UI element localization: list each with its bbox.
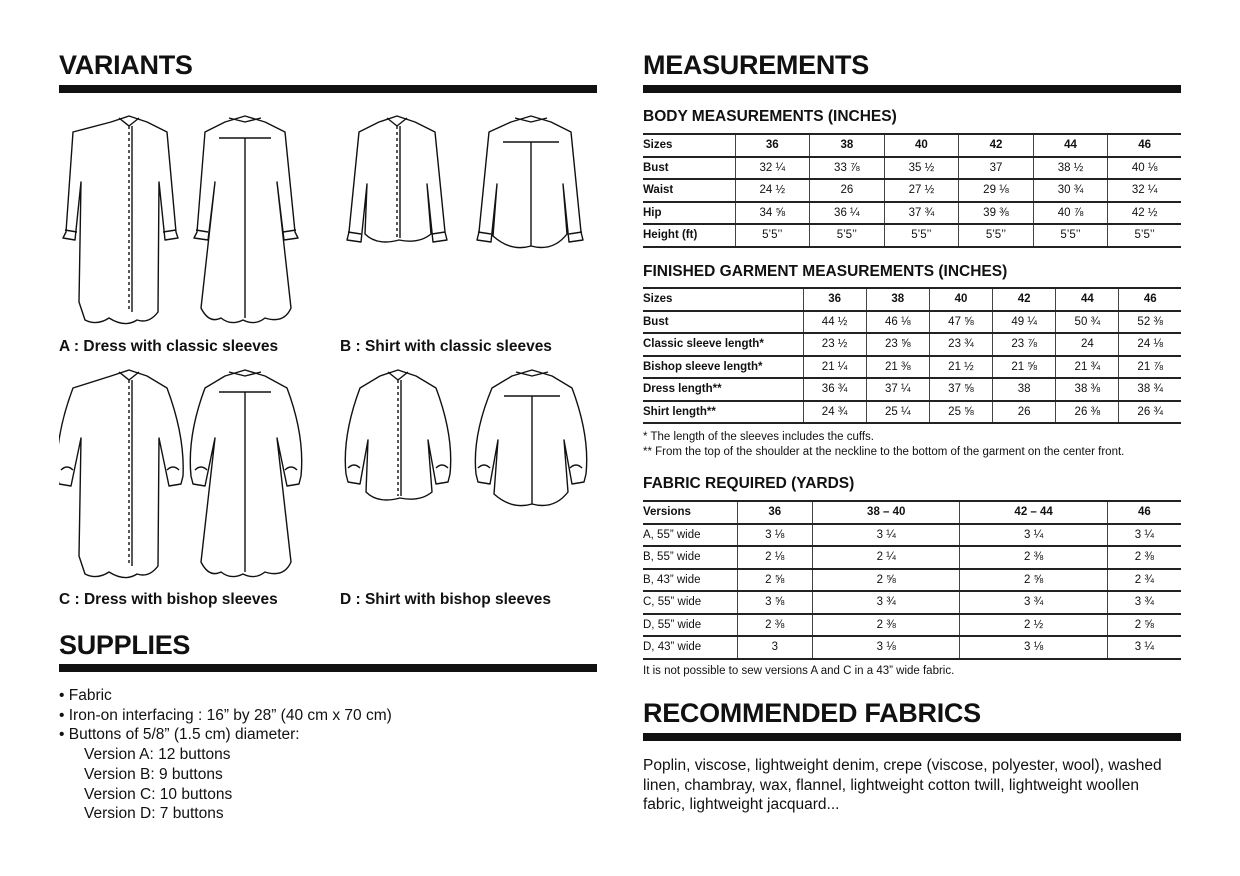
table-cell: 34 ⅝ xyxy=(735,202,810,225)
list-item: Version D: 7 buttons xyxy=(84,805,224,823)
table-cell: 3 ¼ xyxy=(960,524,1107,547)
list-item: Version B: 9 buttons xyxy=(84,765,223,783)
table-cell: 3 ⅛ xyxy=(813,636,960,659)
table-cell: 38 ⅜ xyxy=(1056,378,1119,401)
supplies-heading: SUPPLIES xyxy=(59,630,191,660)
table-cell: 37 xyxy=(959,157,1034,180)
table-header-cell: 42 – 44 xyxy=(960,501,1107,524)
table-header-cell: 40 xyxy=(929,288,992,311)
row-label: D, 43” wide xyxy=(643,636,737,659)
table-row xyxy=(643,224,1181,247)
table-cell: 2 ¼ xyxy=(813,546,960,569)
table-cell: 25 ⅝ xyxy=(929,401,992,424)
table-cell: 2 ⅝ xyxy=(813,569,960,592)
table-cell: 5’5’’ xyxy=(884,224,959,247)
shirt-bishop-sleeves-illustration xyxy=(334,366,596,512)
row-label: C, 55” wide xyxy=(643,591,737,614)
row-label: D, 55” wide xyxy=(643,614,737,637)
table-row xyxy=(643,356,1181,379)
table-cell: 50 ¾ xyxy=(1056,311,1119,334)
table-row xyxy=(643,157,1181,180)
table-cell: 3 ⅛ xyxy=(960,636,1107,659)
table-header-cell: 42 xyxy=(959,134,1034,157)
table-cell: 26 ¾ xyxy=(1119,401,1181,424)
table-header-row xyxy=(643,288,1181,311)
table-cell: 5’5’’ xyxy=(1033,224,1108,247)
variant-c-caption: C : Dress with bishop sleeves xyxy=(59,591,278,608)
table-cell: 29 ⅛ xyxy=(959,179,1034,202)
table-cell: 24 xyxy=(1056,333,1119,356)
dress-bishop-sleeves-illustration xyxy=(59,366,321,584)
body-measurements-table xyxy=(643,133,1181,248)
table-cell: 2 ⅝ xyxy=(960,569,1107,592)
table-header-cell: 44 xyxy=(1056,288,1119,311)
row-label: Height (ft) xyxy=(643,224,735,247)
table-cell: 26 xyxy=(993,401,1056,424)
variant-a-caption: A : Dress with classic sleeves xyxy=(59,338,279,355)
table-header-cell: 36 xyxy=(737,501,813,524)
row-label: Bust xyxy=(643,157,735,180)
table-cell: 46 ⅛ xyxy=(866,311,929,334)
table-cell: 24 ⅛ xyxy=(1119,333,1181,356)
table-cell: 3 ¾ xyxy=(960,591,1107,614)
table-cell: 37 ⅝ xyxy=(929,378,992,401)
row-label: Bust xyxy=(643,311,803,334)
table-cell: 23 ⅝ xyxy=(866,333,929,356)
table-cell: 3 xyxy=(737,636,813,659)
fabric-width-note: It is not possible to sew versions A and C in a 43” wide fabric. xyxy=(643,665,955,677)
table-row xyxy=(643,179,1181,202)
table-cell: 38 xyxy=(993,378,1056,401)
table-cell: 35 ½ xyxy=(884,157,959,180)
table-cell: 26 xyxy=(810,179,885,202)
table-cell: 3 ¼ xyxy=(813,524,960,547)
table-row xyxy=(643,614,1181,637)
row-label: B, 55” wide xyxy=(643,546,737,569)
table-cell: 5’5’’ xyxy=(959,224,1034,247)
table-cell: 44 ½ xyxy=(803,311,866,334)
recommended-fabrics-heading: RECOMMENDED FABRICS xyxy=(643,698,981,728)
table-cell: 36 ¼ xyxy=(810,202,885,225)
shirt-classic-sleeves-illustration xyxy=(339,112,597,252)
table-cell: 33 ⅞ xyxy=(810,157,885,180)
garment-length-note: ** From the top of the shoulder at the neckline to the bottom of the garment on the center front. xyxy=(643,446,1125,458)
table-cell: 37 ¾ xyxy=(884,202,959,225)
table-cell: 3 ⅝ xyxy=(737,591,813,614)
table-cell: 26 ⅜ xyxy=(1056,401,1119,424)
row-label: A, 55” wide xyxy=(643,524,737,547)
finished-measurements-table xyxy=(643,287,1181,424)
table-cell: 39 ⅜ xyxy=(959,202,1034,225)
table-header-cell: 36 xyxy=(803,288,866,311)
row-label: Bishop sleeve length* xyxy=(643,356,803,379)
variant-b-caption: B : Shirt with classic sleeves xyxy=(340,338,552,355)
table-row xyxy=(643,591,1181,614)
table-cell: 3 ¾ xyxy=(813,591,960,614)
row-label: B, 43” wide xyxy=(643,569,737,592)
table-cell: 2 ⅜ xyxy=(960,546,1107,569)
variants-rule xyxy=(59,85,597,93)
table-row xyxy=(643,401,1181,424)
finished-measurements-title: FINISHED GARMENT MEASUREMENTS (INCHES) xyxy=(643,263,1008,280)
table-header-cell: Sizes xyxy=(643,134,735,157)
table-row xyxy=(643,569,1181,592)
row-label: Dress length** xyxy=(643,378,803,401)
table-row xyxy=(643,378,1181,401)
table-cell: 40 ⅞ xyxy=(1033,202,1108,225)
table-cell: 23 ⅞ xyxy=(993,333,1056,356)
table-cell: 27 ½ xyxy=(884,179,959,202)
table-row xyxy=(643,546,1181,569)
table-cell: 21 ⅞ xyxy=(1119,356,1181,379)
row-label: Shirt length** xyxy=(643,401,803,424)
table-cell: 24 ¾ xyxy=(803,401,866,424)
table-cell: 24 ½ xyxy=(735,179,810,202)
table-cell: 2 ⅜ xyxy=(1107,546,1181,569)
measurements-heading: MEASUREMENTS xyxy=(643,50,869,80)
table-cell: 52 ⅜ xyxy=(1119,311,1181,334)
list-item: Version C: 10 buttons xyxy=(84,785,233,803)
table-cell: 21 ¼ xyxy=(803,356,866,379)
recommended-fabrics-text: Poplin, viscose, lightweight denim, crepe (viscose, polyester, wool), washed linen, chambray, wax, flannel, lightweight cotton twill, lightweight woollen fabric, lightweight jacquard... xyxy=(643,757,1162,813)
table-cell: 32 ¼ xyxy=(1108,179,1181,202)
sleeve-length-note: * The length of the sleeves includes the cuffs. xyxy=(643,431,874,443)
supplies-rule xyxy=(59,664,597,672)
table-header-cell: Versions xyxy=(643,501,737,524)
table-header-cell: 46 xyxy=(1119,288,1181,311)
row-label: Hip xyxy=(643,202,735,225)
variant-d-caption: D : Shirt with bishop sleeves xyxy=(340,591,552,608)
table-header-cell: Sizes xyxy=(643,288,803,311)
table-cell: 2 ⅜ xyxy=(737,614,813,637)
table-cell: 3 ¾ xyxy=(1107,591,1181,614)
table-cell: 49 ¼ xyxy=(993,311,1056,334)
table-cell: 37 ¼ xyxy=(866,378,929,401)
table-row xyxy=(643,311,1181,334)
table-cell: 5’5’’ xyxy=(810,224,885,247)
table-cell: 30 ¾ xyxy=(1033,179,1108,202)
table-cell: 21 ⅝ xyxy=(993,356,1056,379)
row-label: Waist xyxy=(643,179,735,202)
variants-heading: VARIANTS xyxy=(59,50,193,80)
fabric-required-table xyxy=(643,500,1181,660)
list-item: Version A: 12 buttons xyxy=(84,746,231,764)
table-header-cell: 40 xyxy=(884,134,959,157)
table-cell: 2 ⅝ xyxy=(737,569,813,592)
table-header-cell: 46 xyxy=(1107,501,1181,524)
table-header-cell: 44 xyxy=(1033,134,1108,157)
table-cell: 2 ⅝ xyxy=(1107,614,1181,637)
table-header-cell: 38 xyxy=(810,134,885,157)
recommended-fabrics-rule xyxy=(643,733,1181,741)
table-header-cell: 46 xyxy=(1108,134,1181,157)
table-cell: 40 ⅛ xyxy=(1108,157,1181,180)
table-cell: 42 ½ xyxy=(1108,202,1181,225)
table-cell: 2 ½ xyxy=(960,614,1107,637)
measurements-rule xyxy=(643,85,1181,93)
table-row xyxy=(643,333,1181,356)
table-cell: 38 ¾ xyxy=(1119,378,1181,401)
table-cell: 36 ¾ xyxy=(803,378,866,401)
table-row xyxy=(643,636,1181,659)
table-cell: 38 ½ xyxy=(1033,157,1108,180)
table-cell: 5’5’’ xyxy=(735,224,810,247)
supplies-list xyxy=(59,686,392,824)
table-cell: 2 ¾ xyxy=(1107,569,1181,592)
table-header-cell: 38 – 40 xyxy=(813,501,960,524)
list-item: • Iron-on interfacing : 16” by 28” (40 cm x 70 cm) xyxy=(59,706,392,724)
table-cell: 3 ¼ xyxy=(1107,636,1181,659)
table-header-row xyxy=(643,501,1181,524)
table-cell: 23 ¾ xyxy=(929,333,992,356)
row-label: Classic sleeve length* xyxy=(643,333,803,356)
table-cell: 3 ¼ xyxy=(1107,524,1181,547)
table-cell: 23 ½ xyxy=(803,333,866,356)
table-header-row xyxy=(643,134,1181,157)
dress-classic-sleeves-illustration xyxy=(59,112,319,330)
table-row xyxy=(643,202,1181,225)
table-header-cell: 38 xyxy=(866,288,929,311)
table-cell: 2 ⅛ xyxy=(737,546,813,569)
table-header-cell: 36 xyxy=(735,134,810,157)
table-row xyxy=(643,524,1181,547)
fabric-required-title: FABRIC REQUIRED (YARDS) xyxy=(643,475,855,492)
table-cell: 21 ¾ xyxy=(1056,356,1119,379)
table-cell: 5’5’’ xyxy=(1108,224,1181,247)
table-cell: 25 ¼ xyxy=(866,401,929,424)
table-header-cell: 42 xyxy=(993,288,1056,311)
body-measurements-title: BODY MEASUREMENTS (INCHES) xyxy=(643,108,897,125)
list-item: • Buttons of 5/8” (1.5 cm) diameter: xyxy=(59,726,300,744)
table-cell: 21 ½ xyxy=(929,356,992,379)
table-cell: 3 ⅛ xyxy=(737,524,813,547)
table-cell: 32 ¼ xyxy=(735,157,810,180)
list-item: • Fabric xyxy=(59,687,112,704)
table-cell: 21 ⅜ xyxy=(866,356,929,379)
table-cell: 47 ⅝ xyxy=(929,311,992,334)
table-cell: 2 ⅜ xyxy=(813,614,960,637)
